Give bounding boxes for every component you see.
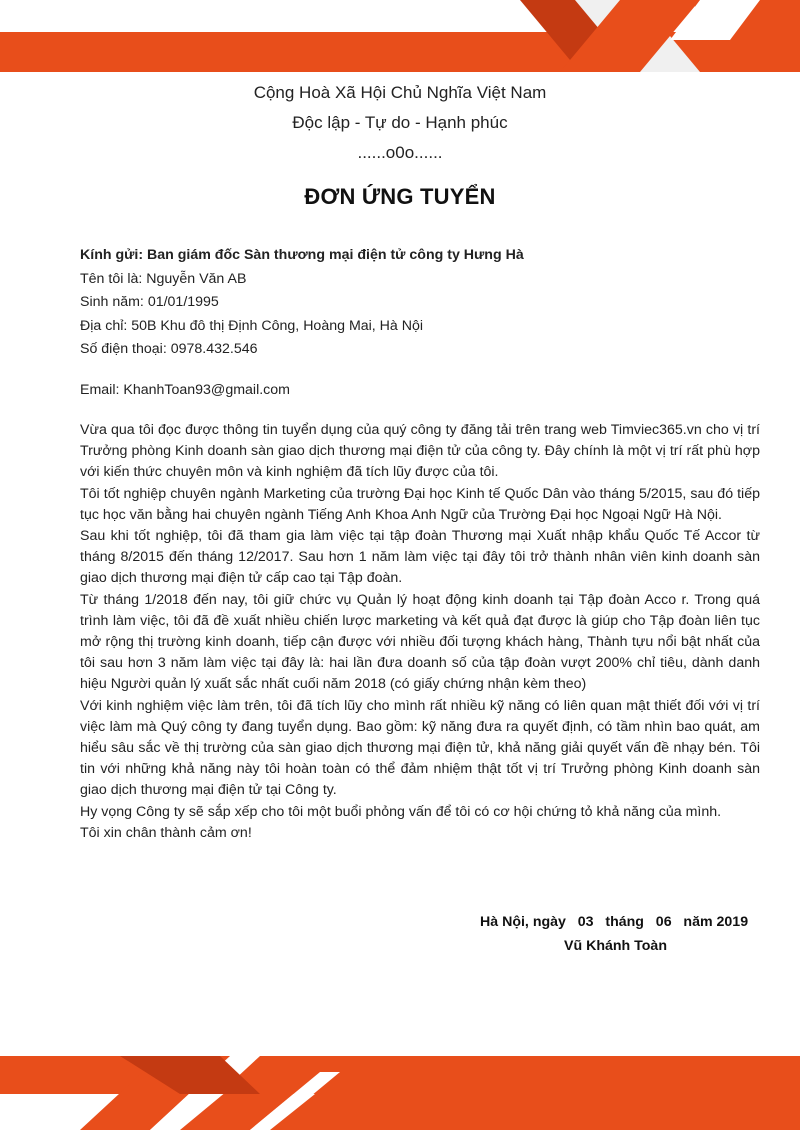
paragraph: Hy vọng Công ty sẽ sắp xếp cho tôi một buổi phỏng vấn để tôi có cơ hội chứng tỏ khả năng của mình. <box>80 803 722 820</box>
signature-name: Vũ Khánh Toàn <box>564 938 667 954</box>
signature-block <box>480 910 780 958</box>
paragraph: Tôi xin chân thành cảm ơn! <box>80 824 252 841</box>
applicant-dob: Sinh năm: 01/01/1995 <box>80 294 219 310</box>
paragraph: Vừa qua tôi đọc được thông tin tuyển dụng của quý công ty đăng tải trên trang web Timviec365.vn cho vị trí Trưởng phòng Kinh doanh sàn giao dịch thương mại điện tử của công ty. Đây chính là một vị trí rất phù hợp với kiến thức chuyên môn và kinh nghiệm đã tích lũy được của tôi. <box>80 422 760 481</box>
paragraph: Từ tháng 1/2018 đến nay, tôi giữ chức vụ Quản lý hoạt động kinh doanh tại Tập đoàn Acco r. Trong quá trình làm việc, tôi đã đề xuất nhiều chiến lược marketing và kết quả đạt được là giúp cho Tập đoàn liên tục mở rộng thị trường kinh doanh, tiếp cận được với nhiều đối tượng khách hàng, Thành tựu nổi bật nhất của tôi sau hơn 3 năm làm việc tại đây là: hai lần đưa doanh số của tập đoàn vượt 200% chỉ tiêu, dành danh hiệu Người quản lý xuất sắc nhất cuối năm 2018 (có giấy chứng nhận kèm theo) <box>80 591 760 693</box>
separator: ......o0o...... <box>357 143 443 162</box>
applicant-name: Tên tôi là: Nguyễn Văn AB <box>80 270 247 287</box>
recipient: Kính gửi: Ban giám đốc Sàn thương mại điện tử công ty Hưng Hà <box>80 247 524 263</box>
applicant-phone: Số điện thoại: 0978.432.546 <box>80 341 258 357</box>
page-title: ĐƠN ỨNG TUYỂN <box>304 184 496 209</box>
letter-paragraphs <box>80 420 760 844</box>
paragraph: Với kinh nghiệm việc làm trên, tôi đã tích lũy cho mình rất nhiều kỹ năng có liên quan mật thiết đối với vị trí việc làm mà Quý công ty đang tuyển dụng. Bao gồm: kỹ năng đưa ra quyết định, có tầm nhìn bao quát, am hiểu sâu sắc về thị trường của sàn giao dịch thương mại điện tử, khả năng giải quyết vấn đề nhạy bén. Tôi tin với những khả năng này tôi hoàn toàn có thể đảm nhiệm thật tốt vị trí Trưởng phòng Kinh doanh sàn giao dịch thương mại điện tử tại Công ty. <box>80 697 760 799</box>
letter-body <box>80 244 760 844</box>
paragraph: Sau khi tốt nghiệp, tôi đã tham gia làm việc tại tập đoàn Thương mại Xuất nhập khẩu Quốc Tế Accor từ tháng 8/2015 đến tháng 12/2017. Sau hơn 1 năm làm việc tại đây tôi trở thành nhân viên kinh doanh sàn giao dịch thương mại điện tử cấp cao tại Tập đoàn. <box>80 528 760 587</box>
applicant-email: Email: KhanhToan93@gmail.com <box>80 381 290 398</box>
bottom-band <box>0 1056 800 1094</box>
paragraph: Tôi tốt nghiệp chuyên ngành Marketing của trường Đại học Kinh tế Quốc Dân vào tháng 5/2015, sau đó tiếp tục học văn bằng hai chuyên ngành Tiếng Anh Khoa Anh Ngữ của Trường Đại học Ngoại Ngữ Hà Nội. <box>80 485 760 523</box>
bottom-decoration <box>0 1050 800 1130</box>
signature-date: Hà Nội, ngày 03 tháng 06 năm 2019 <box>480 914 749 930</box>
country-name: Cộng Hoà Xã Hội Chủ Nghĩa Việt Nam <box>253 83 547 102</box>
motto: Độc lập - Tự do - Hạnh phúc <box>292 113 508 132</box>
bottom-stripe-3 <box>270 1090 800 1130</box>
document-header <box>0 78 800 168</box>
top-decoration <box>0 0 800 75</box>
applicant-address: Địa chỉ: 50B Khu đô thị Định Công, Hoàng Mai, Hà Nội <box>80 317 424 334</box>
